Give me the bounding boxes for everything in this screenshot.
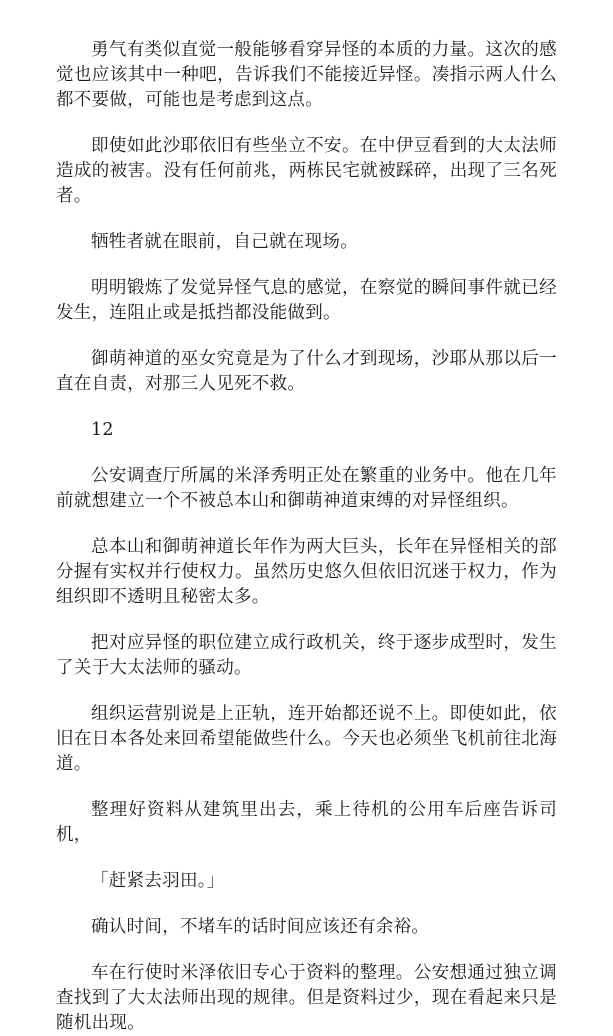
paragraph: 把对应异怪的职位建立成行政机关，终于逐步成型时，发生了关于大太法师的骚动。 — [56, 633, 557, 678]
paragraph: 勇气有类似直觉一般能够看穿异怪的本质的力量。这次的感觉也应该其中一种吧，告诉我们不能接近异怪。凑指示两人什么都不要做，可能也是考虑到这点。 — [56, 40, 557, 110]
paragraph: 确认时间，不堵车的话时间应该还有余裕。 — [91, 917, 430, 937]
dialogue-line: 「赶紧去羽田。」 — [91, 871, 225, 891]
paragraph: 组织运营别说是上正轨，连开始都还说不上。即使如此，依旧在日本各处来回希望能做些什么。今天也必须坐飞机前往北海道。 — [56, 704, 557, 774]
paragraph: 公安调查厅所属的米泽秀明正处在繁重的业务中。他在几年前就想建立一个不被总本山和御萌神道束缚的对异怪组织。 — [56, 466, 557, 511]
paragraph: 牺牲者就在眼前，自己就在现场。 — [91, 232, 358, 252]
paragraph: 整理好资料从建筑里出去，乘上待机的公用车后座告诉司机， — [56, 800, 557, 845]
paragraph: 即使如此沙耶依旧有些坐立不安。在中伊豆看到的大太法师造成的被害。没有任何前兆，两栋民宅就被踩碎，出现了三名死者。 — [56, 136, 557, 206]
paragraph: 总本山和御萌神道长年作为两大巨头，长年在异怪相关的部分握有实权并行使权力。虽然历史悠久但依旧沉迷于权力，作为组织即不透明且秘密太多。 — [56, 537, 557, 607]
paragraph: 明明锻炼了发觉异怪气息的感觉，在察觉的瞬间事件就已经发生，连阻止或是抵挡都没能做到。 — [56, 278, 557, 323]
paragraph: 御萌神道的巫女究竟是为了什么才到现场，沙耶从那以后一直在自责，对那三人见死不救。 — [56, 349, 557, 394]
section-number: 12 — [91, 420, 114, 440]
paragraph: 车在行使时米泽依旧专心于资料的整理。公安想通过独立调查找到了大太法师出现的规律。但是资料过少，现在看起来只是随机出现。 — [56, 963, 557, 1033]
